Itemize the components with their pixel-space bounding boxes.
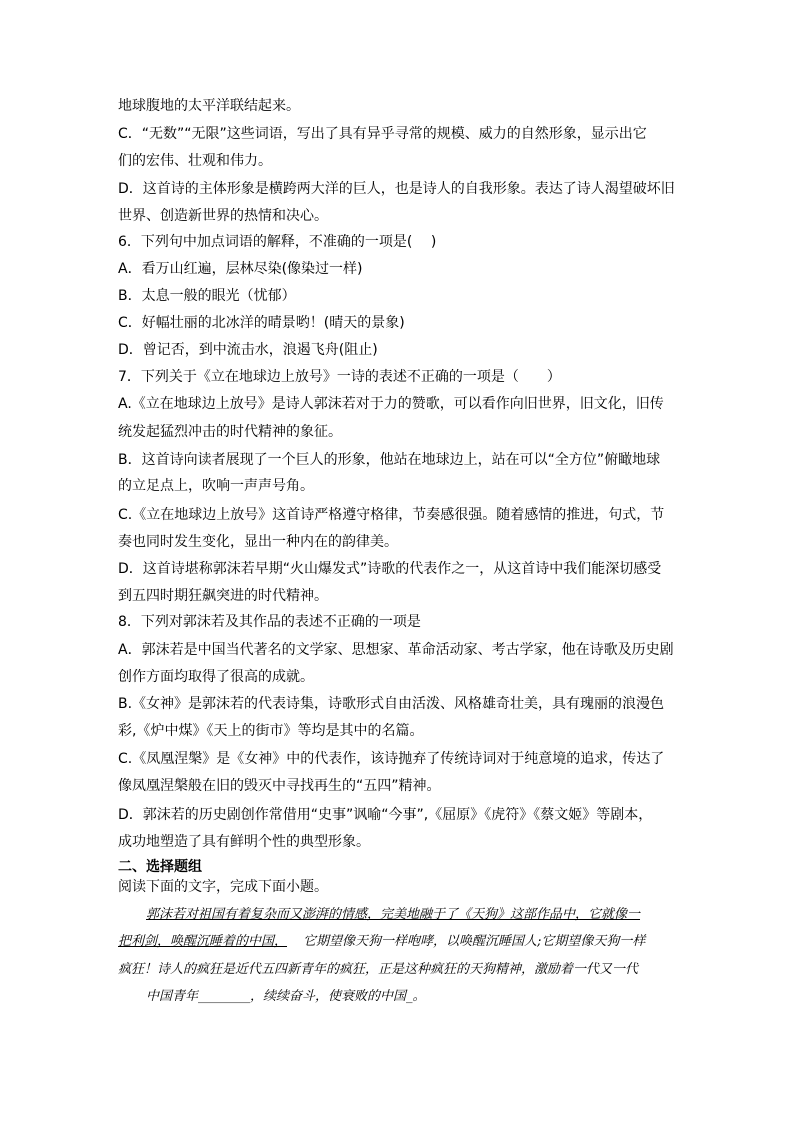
option-d: D．郭沫若的历史剧创作常借用“史事”讽喻“今事”,《屈原》《虎符》《蔡文姬》等剧本，: [118, 807, 653, 823]
option-c: C.《立在地球边上放号》这首诗严格遵守格律，节奏感很强。随着感情的推进，句式，节: [118, 507, 665, 523]
passage-line-underlined: 把利剑，唤醒沉睡着的中国，: [118, 934, 288, 949]
option-a: A．看万山红遍，层林尽染(像染过一样): [118, 261, 363, 277]
section-title: 二、选择题组: [118, 859, 202, 875]
passage-line: 疯狂！诗人的疯狂是近代五四新青年的疯狂，正是这种疯狂的天狗精神，激励着一代又一代: [118, 962, 639, 977]
text-line: 奏也同时发生变化，显出一种内在的韵律美。: [118, 534, 398, 550]
question-6-stem: 6．下列句中加点词语的解释，不准确的一项是( ): [118, 234, 437, 250]
text-line: 彩,《炉中煤》《天上的街市》等均是其中的名篇。: [118, 723, 424, 739]
passage-line: 它期望像天狗一样咆哮，以唤醒沉睡国人;它期望像天狗一样: [303, 934, 646, 949]
text-line: 创作方面均取得了很高的成就。: [118, 669, 314, 685]
option-b: B．这首诗向读者展现了一个巨人的形象，他站在地球边上，站在可以“全方位”俯瞰地球: [118, 452, 661, 468]
option-a: A．郭沫若是中国当代著名的文学家、思想家、革命活动家、考古学家，他在诗歌及历史剧: [118, 642, 674, 658]
option-b: B．太息一般的眼光（忧郁）: [118, 288, 296, 304]
text-line: D．这首诗的主体形象是横跨两大洋的巨人，也是诗人的自我形象。表达了诗人渴望破坏旧: [118, 181, 675, 197]
section-intro: 阅读下面的文字，完成下面小题。: [118, 879, 328, 895]
option-b: B.《女神》是郭沫若的代表诗集，诗歌形式自由活泼、风格雄奇壮美，具有瑰丽的浪漫色: [118, 696, 665, 712]
option-c: C．好幅壮丽的北冰洋的晴景哟！(晴天的景象): [118, 315, 405, 331]
text-line: 们的宏伟、壮观和伟力。: [118, 153, 272, 169]
option-d: D．这首诗堪称郭沫若早期“火山爆发式”诗歌的代表作之一，从这首诗中我们能深切感受: [118, 561, 662, 577]
text-line: 像凤凰涅槃般在旧的毁灭中寻找再生的“五四”精神。: [118, 778, 441, 794]
text-line: 地球腹地的太平洋联结起来。: [118, 98, 300, 114]
question-8-stem: 8．下列对郭沫若及其作品的表述不正确的一项是: [118, 614, 421, 630]
text-line: 到五四时期狂飙突进的时代精神。: [118, 588, 328, 604]
text-line: 成功地塑造了具有鲜明个性的典型形象。: [118, 834, 370, 850]
passage-line-underlined: 郭沫若对祖国有着复杂而又澎湃的情感，完美地融于了《天狗》这部作品中，它就像一: [146, 907, 641, 922]
text-line: 统发起猛烈冲击的时代精神的象征。: [118, 424, 342, 440]
text-line: 的立足点上，吹响一声声号角。: [118, 478, 314, 494]
question-7-stem: 7．下列关于《立在地球边上放号》一诗的表述不正确的一项是（ ）: [118, 369, 561, 385]
text-line: 世界、创造新世界的热情和决心。: [118, 208, 328, 224]
passage-line: 中国青年________，续续奋斗，使衰败的中国_。: [146, 989, 426, 1004]
option-d: D．曾记否，到中流击水，浪遏飞舟(阻止): [118, 342, 378, 358]
option-c: C.《凤凰涅槃》是《女神》中的代表作，该诗抛弃了传统诗词对于纯意境的追求，传达了: [118, 751, 665, 767]
text-line: C．“无数”“无限”这些词语，写出了具有异乎寻常的规模、威力的自然形象，显示出它: [118, 126, 647, 142]
option-a: A.《立在地球边上放号》是诗人郭沫若对于力的赞歌，可以看作向旧世界，旧文化，旧传: [118, 396, 664, 412]
